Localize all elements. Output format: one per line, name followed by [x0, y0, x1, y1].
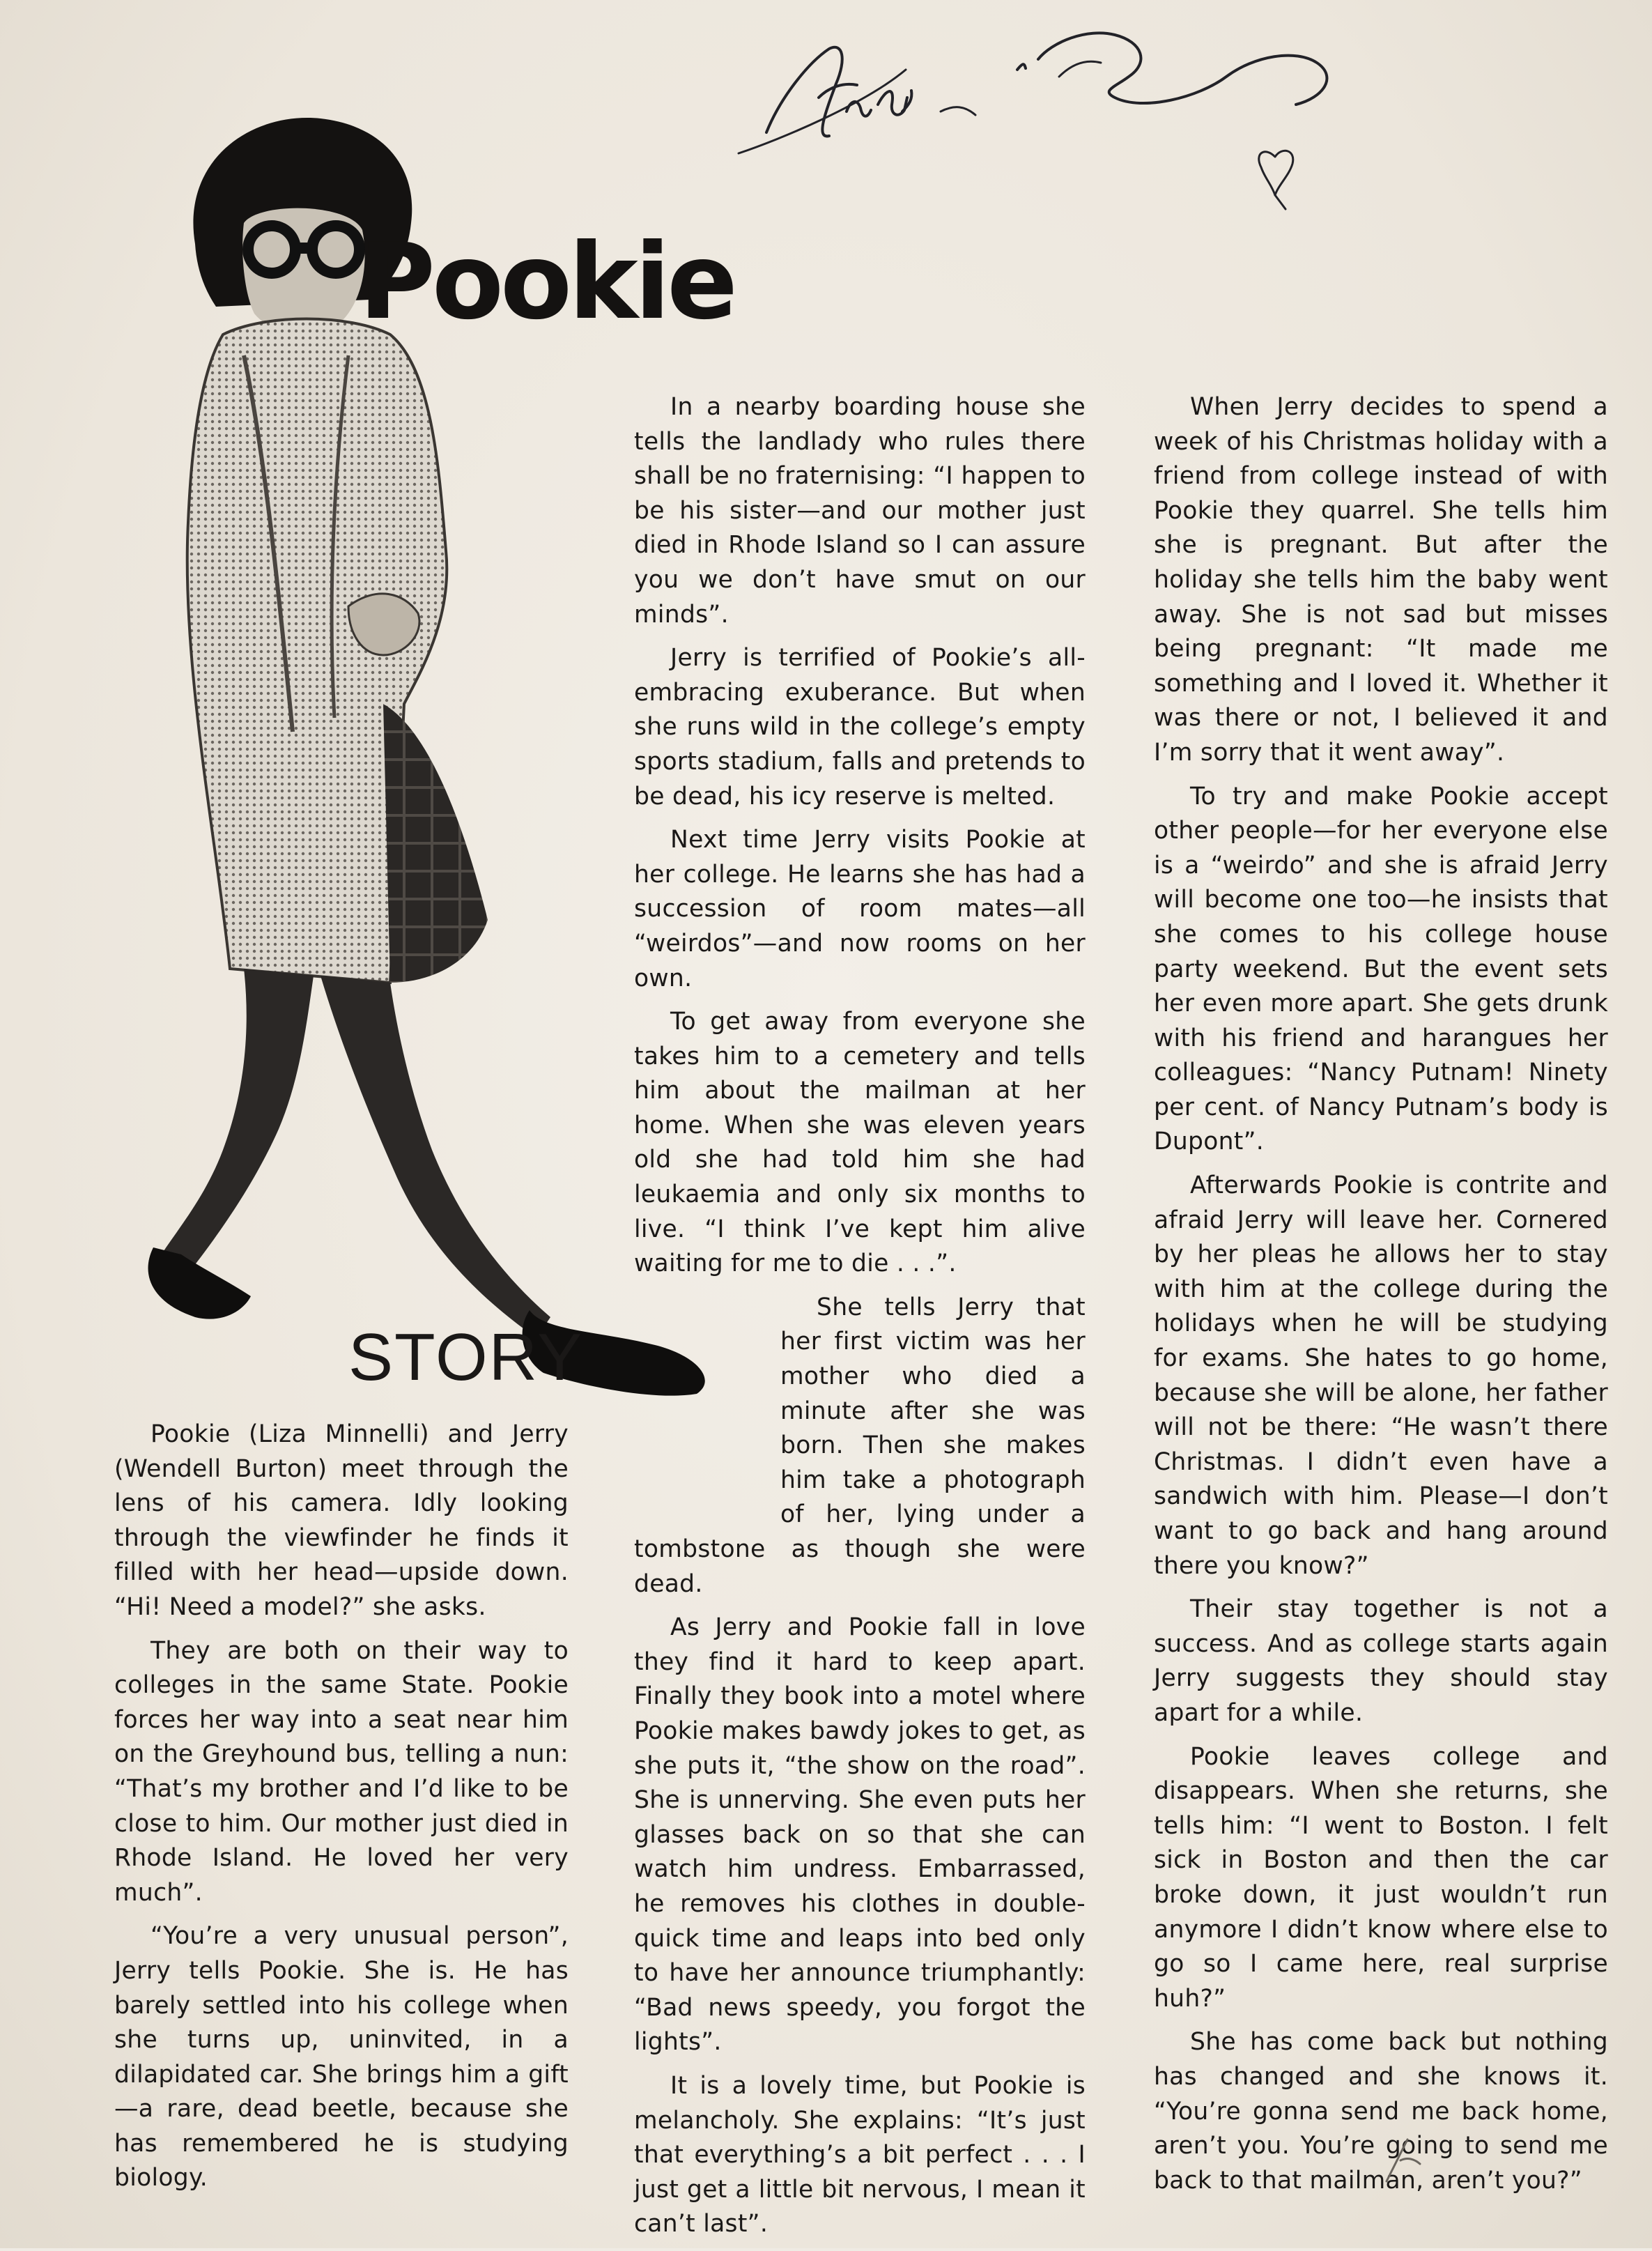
paragraph: Jerry is terrified of Pookie’s all-embracing exuberance. But when she runs wild in the college’s empty sports stadium, falls and pretends to be dead, his icy reserve is melted.	[634, 644, 1086, 810]
section-heading: STORY	[348, 1320, 584, 1395]
right-leg	[321, 976, 550, 1338]
article-title: Pookie	[359, 222, 734, 343]
paragraph: Pookie (Liza Minnelli) and Jerry (Wendell Burton) meet through the lens of his camera. Idly looking through the viewfinder he finds it filled with her head—upside down. “Hi! Need a model?” she asks.	[114, 1420, 569, 1621]
plaid-skirt	[383, 704, 488, 983]
paragraph: She has come back but nothing has changed and she knows it. “You’re gonna send me back home, aren’t you. You’re going to send me back to that mailman, aren’t you?”	[1154, 2028, 1608, 2195]
paragraph: It is a lovely time, but Pookie is melancholy. She explains: “It’s just that everything’s a bit perfect . . . I just get a little bit nervous, I mean it can’t last”.	[634, 2071, 1086, 2238]
paragraph: To get away from everyone she takes him to a cemetery and tells him about the mailman at her home. When she was eleven years old she had told him she had leukaemia and only six months to live. “I think I’ve kept him alive waiting for me to die . . .”.	[634, 1008, 1086, 1278]
left-leg	[153, 969, 314, 1282]
paragraph: Their stay together is not a success. And as college starts again Jerry suggests they should stay apart for a while.	[1154, 1595, 1608, 1727]
text-column-2	[634, 390, 1086, 2251]
photo-wrap-space	[634, 1291, 780, 1507]
paragraph: In a nearby boarding house she tells the landlady who rules there shall be no fraternising: “I happen to be his sister—and our mother just died in Rhode Island so I can assure you we don’t have smut on our minds”.	[634, 393, 1086, 629]
text-column-3	[1154, 390, 1608, 2207]
paragraph: To try and make Pookie accept other people—for her everyone else is a “weirdo” and she is afraid Jerry will become one too—he insists that she comes to his college house party weekend. But the event sets her even more apart. She gets drunk with his friend and harangues her colleagues: “Nancy Putnam! Ninety per cent. of Nancy Putnam’s body is Dupont”.	[1154, 782, 1608, 1156]
pencil-mark	[1380, 2133, 1428, 2188]
paragraph: She tells Jerry that her first victim was her mother who died a minute after she was born. Then she makes him take a photograph of her, lying under a tombstone as though she were dead.	[634, 1293, 1086, 1598]
paragraph: Pookie leaves college and disappears. When she returns, she tells him: “I went to Boston. I felt sick in Boston and then the car broke down, it just wouldn’t run anymore I didn’t know where else to go so I came here, real surprise huh?”	[1154, 1742, 1608, 2013]
paragraph: “You’re a very unusual person”, Jerry tells Pookie. She is. He has barely settled into his college when she turns up, uninvited, in a dilapidated car. She brings him a gift—a rare, dead beetle, because she has remembered he is studying biology.	[114, 1922, 569, 2192]
text-column-1	[114, 1418, 569, 2205]
paragraph: Next time Jerry visits Pookie at her college. He learns she has had a succession of room mates—all “weirdos”—and now rooms on her own.	[634, 826, 1086, 992]
paragraph: Afterwards Pookie is contrite and afraid Jerry will leave her. Cornered by her pleas he allows her to stay with him at the college during the holidays when he will be studying for exams. She hates to go home, because she will be alone, her father will not be there: “He wasn’t there Christmas. I didn’t even have a sandwich with him. Please—I don’t want to go back and hang around there you know?”	[1154, 1171, 1608, 1580]
autograph-signature	[725, 21, 1394, 230]
paragraph: They are both on their way to colleges in the same State. Pookie forces her way into a seat near him on the Greyhound bus, telling a nun: “That’s my brother and I’d like to be close to him. Our mother just died in Rhode Island. He loved her very much”.	[114, 1636, 569, 1907]
paragraph: When Jerry decides to spend a week of his Christmas holiday with a friend from college instead of with Pookie they quarrel. She tells him she is pregnant. But after the holiday she tells him the baby went away. She is not sad but misses being pregnant: “It made me something and I loved it. Whether it was there or not, I believed it and I’m sorry that it went away”.	[1154, 393, 1608, 767]
paragraph: As Jerry and Pookie fall in love they find it hard to keep apart. Finally they book into a motel where Pookie makes bawdy jokes to get, as she puts it, “the show on the road”. She is unnerving. She even puts her glasses back on so that she can watch him undress. Embarrassed, he removes his clothes in double-quick time and leaps into bed only to have her announce triumphantly: “Bad news speedy, you forgot the lights”.	[634, 1613, 1086, 2057]
